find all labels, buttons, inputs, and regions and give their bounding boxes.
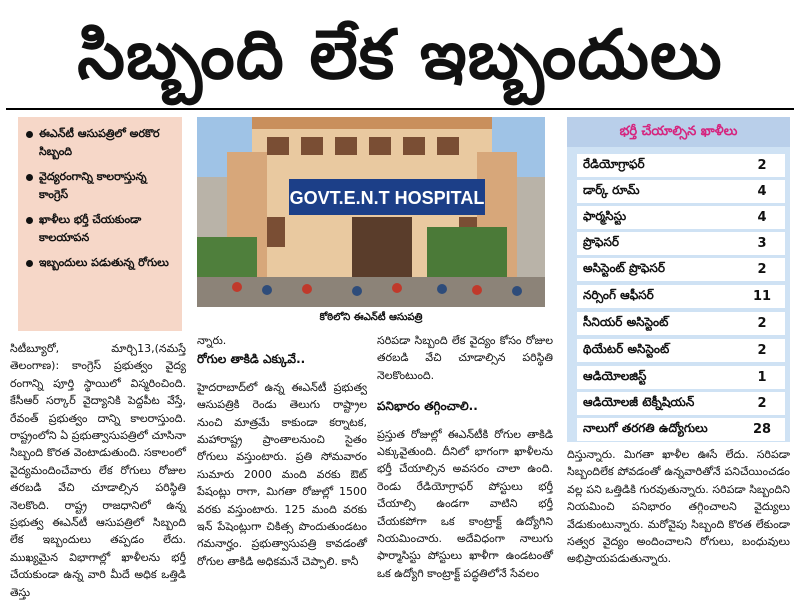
vacancy-post: సీనియర్ అసిస్టెంట్ bbox=[583, 315, 669, 329]
hospital-sign-text: GOVT.E.N.T HOSPITAL bbox=[289, 188, 485, 208]
vacancy-count: 2 bbox=[757, 396, 767, 411]
vacancy-post: ఆడియోలజీ టెక్నీషియన్ bbox=[583, 395, 695, 409]
vacancy-row bbox=[577, 180, 785, 203]
highlight-item bbox=[26, 211, 176, 247]
hospital-photo bbox=[197, 117, 545, 307]
highlight-item bbox=[26, 254, 176, 272]
vacancy-count: 3 bbox=[757, 236, 767, 251]
section-heading: పనిభారం తగ్గించాలి.. bbox=[377, 399, 478, 414]
vacancy-count: 4 bbox=[757, 210, 767, 225]
vacancy-row bbox=[577, 285, 785, 308]
vacancy-count: 2 bbox=[757, 262, 767, 277]
vacancy-post: డార్క్ రూమ్ bbox=[583, 183, 640, 197]
vacancy-post: నర్సింగ్ ఆఫీసర్ bbox=[583, 288, 654, 302]
article-column-3 bbox=[377, 332, 553, 594]
vacancy-row bbox=[577, 392, 785, 415]
vacancy-row bbox=[577, 312, 785, 335]
photo-caption: కోఠిలోని ఈఎన్‌టీ ఆసుపత్రి bbox=[319, 312, 423, 323]
vacancy-row bbox=[577, 232, 785, 255]
section-heading: రోగుల తాకిడి ఎక్కువే.. bbox=[197, 352, 306, 367]
vacancy-count: 2 bbox=[757, 158, 767, 173]
headline-rule bbox=[6, 108, 794, 110]
vacancy-count: 1 bbox=[757, 370, 767, 385]
vacancies-title: భర్తీ చేయాల్సిన ఖాళీలు bbox=[567, 117, 790, 147]
vacancy-post: నాలుగో తరగతి ఉద్యోగులు bbox=[583, 421, 708, 435]
bullet-dot-icon bbox=[26, 217, 33, 224]
vacancy-count: 11 bbox=[752, 289, 772, 304]
headline: సిబ్బంది లేక ఇబ్బందులు bbox=[77, 16, 723, 95]
vacancies-box bbox=[567, 117, 790, 442]
highlight-text: ఈఎన్‌టీ ఆసుపత్రిలో అరకొర సిబ్బంది bbox=[39, 127, 160, 158]
vacancy-count: 2 bbox=[757, 343, 767, 358]
highlight-text: వైద్యరంగాన్ని కాలరాస్తున్న కాంగ్రెస్ bbox=[39, 170, 147, 201]
bullet-dot-icon bbox=[26, 260, 33, 267]
article-paragraph: ప్రస్తుత రోజుల్లో ఈఎన్‌టీకి రోగుల తాకిడి ఎక్కువైతుంది. దీనిలో భాగంగా ఖాళీలను భర్తీ చేయాల్సిన అవసరం చాలా ఉంది. రెండు రేడియోగ్రాఫర్ పోస్టులు భర్తీ చేయాల్సి ఉండగా వాటిని భర్తీ చేయకపోగా ఒక కాంట్రాక్ట్ ఉద్యోగిని నియమించారు. అదేవిధంగా నాలుగు ఫార్మాసిస్టు పోస్టులు ఖాళీగా ఉండటంతో ఒక ఉద్యోగి కాంట్రాక్ట్ పద్ధతిలోనే సేవలం bbox=[377, 427, 553, 580]
vacancy-count: 28 bbox=[752, 422, 772, 437]
article-paragraph: సరిపడా సిబ్బంది లేక వైద్యం కోసం రోజుల తరబడి వేచి చూడాల్సిన పరిస్థితి నెలకొంటుంది. bbox=[377, 334, 553, 382]
hospital-building-illustration bbox=[197, 117, 545, 307]
vacancy-post: థియేటర్ అసిస్టెంట్ bbox=[583, 342, 670, 356]
highlight-item bbox=[26, 125, 176, 161]
vacancy-post: రేడియోగ్రాఫర్ bbox=[583, 157, 645, 171]
highlight-text: ఖాళీలు భర్తీ చేయకుండా కాలయాపన bbox=[39, 213, 142, 244]
vacancy-count: 4 bbox=[757, 184, 767, 199]
vacancy-row bbox=[577, 258, 785, 281]
article-column-4 bbox=[567, 446, 790, 596]
vacancy-row bbox=[577, 339, 785, 362]
highlight-item bbox=[26, 168, 176, 204]
article-paragraph: న్నారు. bbox=[197, 334, 227, 347]
bullet-dot-icon bbox=[26, 131, 33, 138]
vacancy-row bbox=[577, 206, 785, 229]
vacancy-post: ఫార్మసిస్టు bbox=[583, 209, 627, 223]
vacancy-post: అసిస్టెంట్ ప్రొఫెసర్ bbox=[583, 261, 665, 275]
bullet-dot-icon bbox=[26, 174, 33, 181]
vacancy-row bbox=[577, 418, 785, 441]
article-paragraph: దిస్తున్నారు. మిగతా ఖాళీల ఊసే లేదు. సరిపడా సిబ్బందిలేక పోవడంతో ఉన్నవారితోనే పనిచేయించడం వల్ల పని ఒత్తిడికి గురవుతున్నారు. సరిపడా సిబ్బందిని నియమించి పనిభారం తగ్గించాలని వైద్యులు వేడుకుంటున్నారు. మరోవైపు సిబ్బంది కొరత లేకుండా సత్వర వైద్యం అందించాలని రోగులు, బంధువులు అభిప్రాయపడుతున్నారు. bbox=[567, 448, 790, 566]
article-column-2 bbox=[197, 332, 367, 594]
highlights-box bbox=[18, 117, 182, 331]
vacancy-count: 2 bbox=[757, 316, 767, 331]
article-paragraph: సిటీబ్యూరో, మార్చి13,(నమస్తే తెలంగాణ): కాంగ్రెస్ ప్రభుత్వం వైద్య రంగాన్ని పూర్తి స్థాయిలో విస్మరించింది. కేసీఆర్ సర్కార్ వైద్యానికి పెద్దపీట వేస్తే, రేవంత్ ప్రభుత్వం దాన్ని కాలరాస్తుంది. రాష్ట్రంలోని ఏ ప్రభుత్వాసుపత్రిలో చూసినా సిబ్బంది కొరత వెంటాడుతుంది. సకాలంలో వైద్యమందించేవారు లేక రోగులు రోజుల తరబడి వేచి చూడాల్సిన పరిస్థితి నెలకొంది. రాష్ట్ర రాజధానిలో ఉన్న ప్రభుత్వ ఈఎన్‌టీ ఆసుపత్రిలో సిబ్బంది లేక ఇబ్బందులు తప్పడం లేదు. ముఖ్యమైన విభాగాల్లో ఖాళీలను భర్తీ చేయకుండా ఉన్న వారి మీదే అధిక ఒత్తిడి తెస్తు bbox=[10, 342, 186, 599]
article-paragraph: హైదరాబాద్‌లో ఉన్న ఈఎన్‌టీ ప్రభుత్వ ఆసుపత్రికి రెండు తెలుగు రాష్ట్రాల నుంచి మాత్రమే కాకుండా కర్నాటక, మహారాష్ట్ర ప్రాంతాలనుంచి సైతం రోగులు వస్తుంటారు. ప్రతి సోమవారం సుమారు 2000 మంది వరకు ఔట్ పేషంట్లు రాగా, మిగతా రోజుల్లో 1500 వరకు వస్తుంటారు. 125 మంది వరకు ఇన్ పేషెంట్లుగా చికిత్స పొందుతుండటం గమనార్హం. ప్రభుత్వాసుపత్రి కావడంతో రోగుల తాకిడి అధికమనే చెప్పాలి. కానీ bbox=[197, 380, 367, 568]
vacancy-post: ఆడియోలజిస్ట్ bbox=[583, 369, 647, 383]
highlight-text: ఇబ్బందులు పడుతున్న రోగులు bbox=[39, 256, 169, 269]
vacancy-post: ప్రొఫెసర్ bbox=[583, 235, 620, 249]
vacancy-row bbox=[577, 154, 785, 177]
vacancy-row bbox=[577, 366, 785, 389]
article-column-1 bbox=[10, 340, 186, 599]
